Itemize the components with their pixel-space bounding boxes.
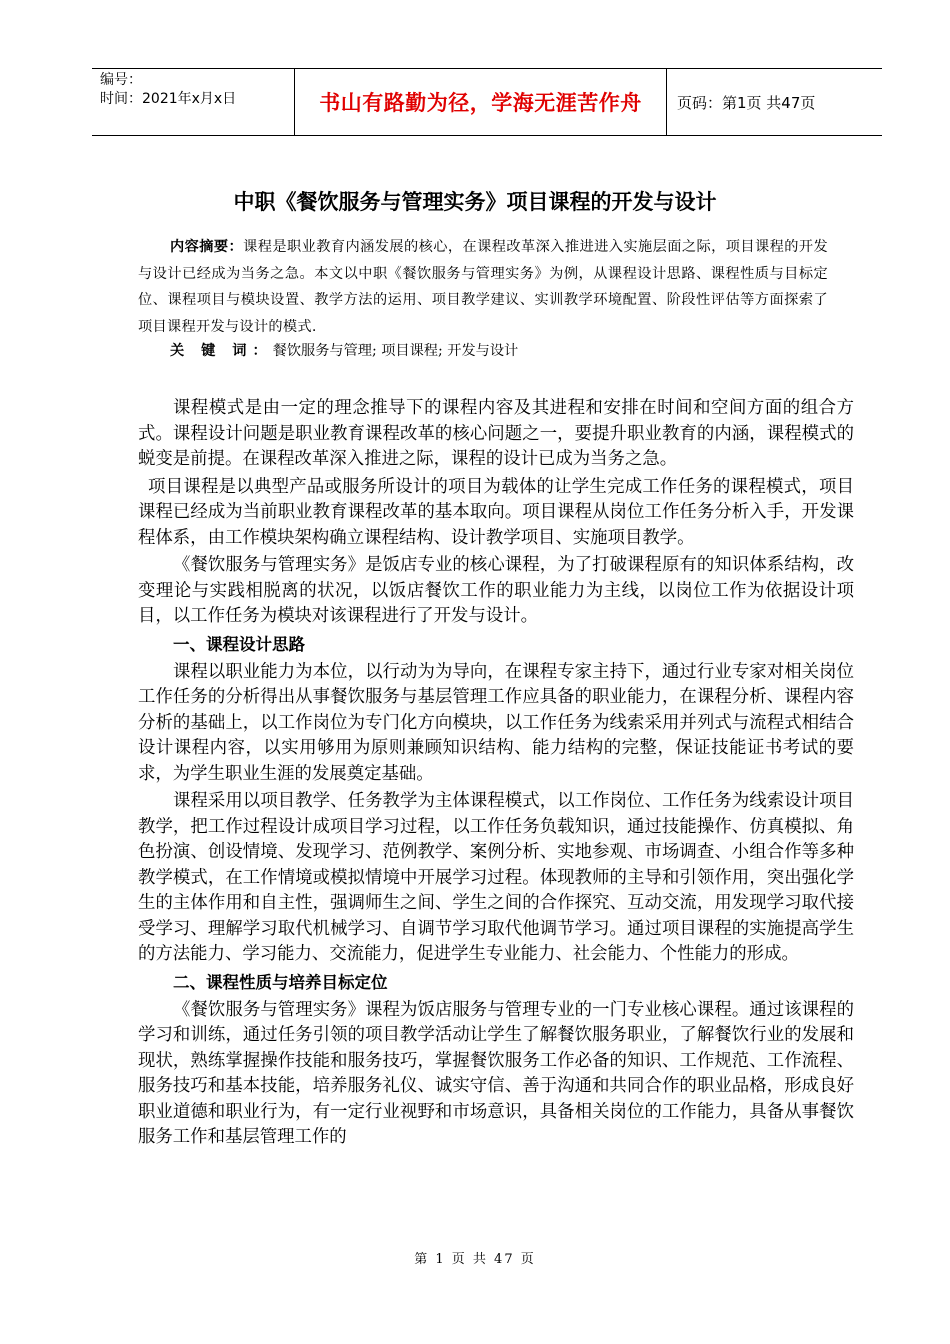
number-label: 编号： (100, 72, 142, 88)
keywords-label: 关 键 词： (170, 343, 273, 359)
abstract (138, 234, 828, 340)
page-label: 页码：第1页 共47页 (677, 93, 816, 112)
paragraph-4: 课程以职业能力为本位，以行动为为导向，在课程专家主持下，通过行业专家对相关岗位工作任务的分析得出从事餐饮服务与基层管理工作应具备的职业能力，在课程分析、课程内容分析的基础上，以工作岗位为专门化方向模块，以工作任务为线索采用并列式与流程式相结合设计课程内容，以实用够用为原则兼顾知识结构、能力结构的完整，保证技能证书考试的要求，为学生职业生涯的发展奠定基础。 (138, 661, 854, 784)
paragraph-5: 课程采用以项目教学、任务教学为主体课程模式，以工作岗位、工作任务为线索设计项目教学，把工作过程设计成项目学习过程，以工作任务负载知识，通过技能操作、仿真模拟、角色扮演、创设情境、发现学习、范例教学、案例分析、实地参观、市场调查、小组合作等多种教学模式，在工作情境或模拟情境中开展学习过程。体现教师的主导和引领作用，突出强化学生的主体作用和自主性，强调师生之间、学生之间的合作探究、互动交流，用发现学习取代接受学习、理解学习取代机械学习、自调节学习取代他调节学习。通过项目课程的实施提高学生的方法能力、学习能力、交流能力，促进学生专业能力、社会能力、个性能力的形成。 (138, 791, 854, 964)
header-table (92, 68, 882, 136)
abstract-label: 内容摘要： (170, 239, 244, 255)
time-label: 时间：2021年x月x日 (100, 91, 237, 107)
header-page-cell (667, 69, 882, 135)
motto-text: 书山有路勤为径，学海无涯苦作舟 (319, 91, 642, 115)
paragraph-3: 《餐饮服务与管理实务》是饭店专业的核心课程，为了打破课程原有的知识体系结构，改变理论与实践相脱离的状况，以饭店餐饮工作的职业能力为主线，以岗位工作为依据设计项目，以工作任务为模块对该课程进行了开发与设计。 (138, 555, 854, 626)
body-text (138, 396, 854, 1153)
keywords (170, 338, 518, 364)
paragraph-2: 项目课程是以典型产品或服务所设计的项目为载体的让学生完成工作任务的课程模式，项目课程已经成为当前职业教育课程改革的基本取向。项目课程从岗位工作任务分析入手，开发课程体系，由工作模块架构确立课程结构、设计教学项目、实施项目教学。 (138, 476, 854, 548)
section-heading-1: 一、课程设计思路 (173, 634, 305, 654)
keywords-text: 餐饮服务与管理; 项目课程; 开发与设计 (272, 343, 519, 359)
document-title: 中职《餐饮服务与管理实务》项目课程的开发与设计 (233, 190, 717, 214)
abstract-text: 课程是职业教育内涵发展的核心，在课程改革深入推进进入实施层面之际，项目课程的开发与设计已经成为当务之急。本文以中职《餐饮服务与管理实务》为例，从课程设计思路、课程性质与目标定位、课程项目与模块设置、教学方法的运用、项目教学建议、实训教学环境配置、阶段性评估等方面探索了项目课程开发与设计的模式. (138, 239, 828, 335)
section-heading-2: 二、课程性质与培养目标定位 (173, 972, 388, 992)
header-motto-cell (294, 69, 667, 135)
paragraph-1: 课程模式是由一定的理念推导下的课程内容及其进程和安排在时间和空间方面的组合方式。课程设计问题是职业教育课程改革的核心问题之一，要提升职业教育的内涵，课程模式的蜕变是前提。在课程改革深入推进之际，课程的设计已成为当务之急。 (138, 398, 854, 469)
page-footer: 第 1 页 共 47 页 (414, 1252, 536, 1267)
paragraph-6: 《餐饮服务与管理实务》课程为饭店服务与管理专业的一门专业核心课程。通过该课程的学习和训练，通过任务引领的项目教学活动让学生了解餐饮服务职业，了解餐饮行业的发展和现状，熟练掌握操作技能和服务技巧，掌握餐饮服务工作必备的知识、工作规范、工作流程、服务技巧和基本技能，培养服务礼仪、诚实守信、善于沟通和共同合作的职业品格，形成良好职业道德和职业行为，有一定行业视野和市场意识，具备相关岗位的工作能力，具备从事餐饮服务工作和基层管理工作的 (138, 999, 854, 1147)
header-meta (92, 69, 294, 135)
